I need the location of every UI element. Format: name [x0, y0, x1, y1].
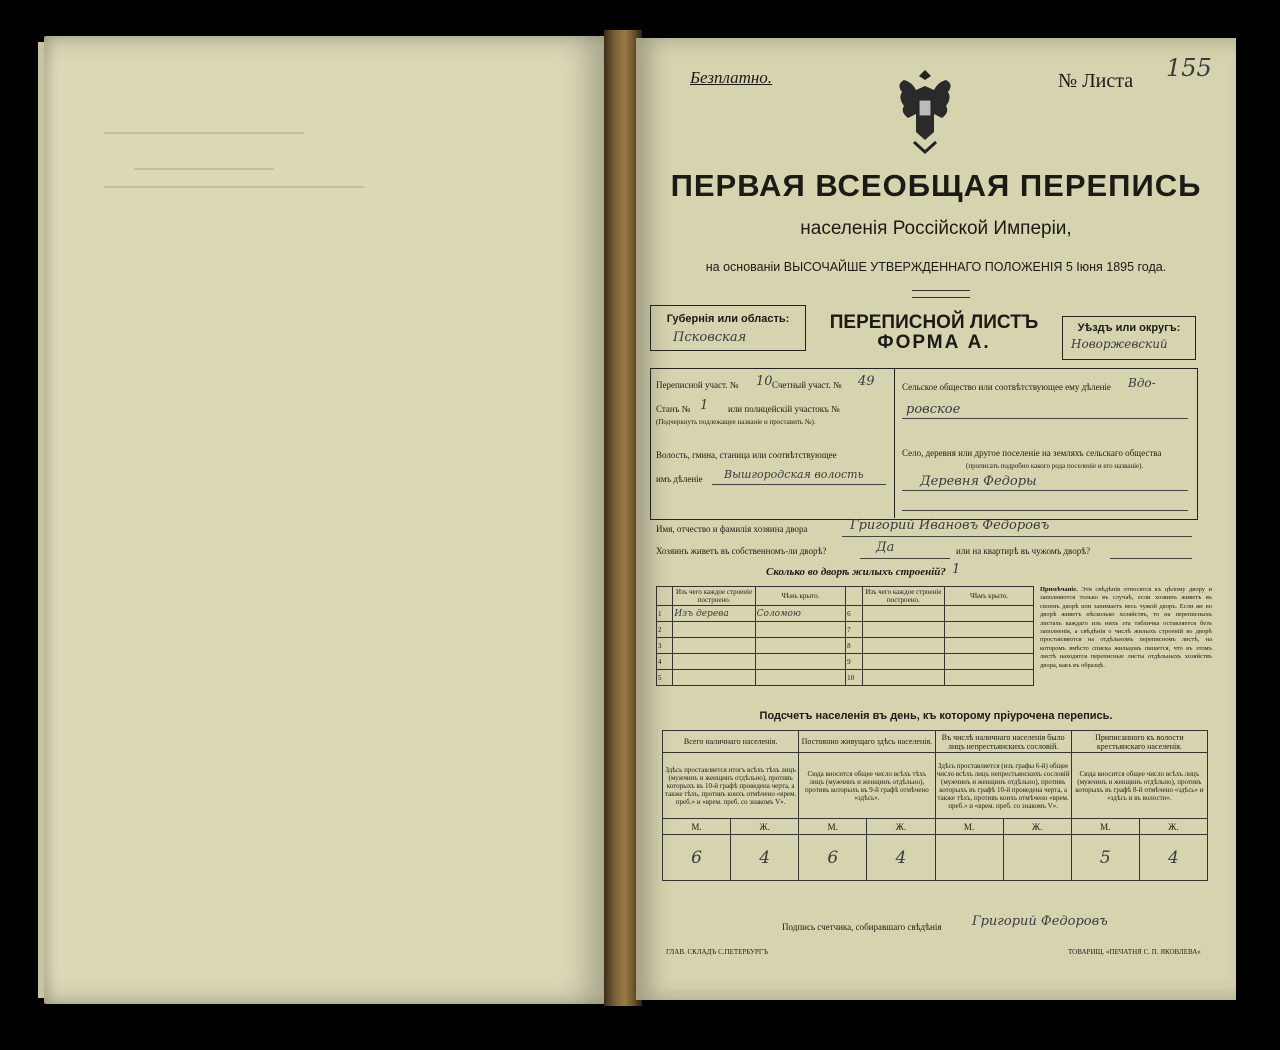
male-header: М. [935, 819, 1003, 835]
form-legal-basis: на основаніи ВЫСОЧАЙШЕ УТВЕРЖДЕННАГО ПОЛОЖЕНІЯ 5 Іюня 1895 года. [705, 260, 1167, 274]
col1-instructions: Здѣсь проставляется итогъ всѣхъ тѣхъ лицъ (мужчинъ и женщинъ отдѣльно), противъ которыхъ въ 10-й графѣ проведена черта, а также тѣхъ, противъ коихъ отмѣчено «врем. преб.» и «врем. преб. со знакомъ V». [663, 753, 799, 819]
col2-instructions: Сюда вносится общее число всѣхъ тѣхъ лицъ (мужчинъ и женщинъ отдѣльно), противъ которыхъ въ 9-й графѣ отмѣчено «здѣсь». [799, 753, 935, 819]
gubernia-box [650, 305, 806, 351]
female-header: Ж. [867, 819, 935, 835]
stan-label: Станъ № [656, 404, 691, 414]
female-header: Ж. [1003, 819, 1071, 835]
footer-right: ТОВАРИЩ. «ПЕЧАТНЯ С. П. ЯКОВЛЕВА» [1068, 948, 1201, 956]
division-label: имъ дѣленіе [656, 474, 703, 484]
bleed-through-line [104, 186, 364, 188]
society-underline [902, 418, 1188, 419]
note-text: Эти свѣдѣнія относятся къ цѣлому двору и заполняются только въ случаѣ, если хозяинъ живетъ въ своемъ дворѣ или занимаетъ весь чужой дворъ. Если же во дворѣ живетъ нѣсколько хозяйствъ, то на переписныхъ листахъ каждаго изъ нихъ эта табличка оставляется безъ заполненія, а свѣдѣнія о числѣ жилыхъ строеній во дворѣ проставляются на отдѣльномъ переписномъ листѣ, на которомъ вмѣсто списка жильцовъ пишется, что въ этомъ листѣ находятся переписные листы отдѣльныхъ хозяйствъ двора, какъ въ образцѣ. [1040, 586, 1212, 669]
roof-cell [755, 670, 845, 686]
division-value: Вышгородская волость [724, 468, 864, 481]
buildings-value: 1 [952, 562, 961, 577]
row-number: 10 [846, 670, 863, 686]
stan-value: 1 [700, 398, 709, 413]
col2-header: Постоянно живущаго здѣсь населенія. [799, 731, 935, 753]
division-underline [712, 484, 886, 485]
sheet-number-value: 155 [1166, 54, 1212, 82]
uezd-box [1062, 316, 1196, 360]
col1-header: Всего наличнаго населенія. [663, 731, 799, 753]
female-header: Ж. [1139, 819, 1207, 835]
row-number: 6 [846, 606, 863, 622]
material-cell [673, 622, 755, 638]
own-yard-value: Да [876, 540, 895, 555]
census-district-value: 10 [756, 374, 773, 389]
buildings-table [656, 586, 1034, 686]
count-cell [1003, 835, 1071, 881]
count-cell: 5 [1071, 835, 1139, 881]
form-subtitle: населенія Россійской Имперіи, [800, 218, 1072, 239]
col3-header: Въ числѣ наличнаго населенія было лицъ непрестьянскихъ сословій. [935, 731, 1071, 753]
ornament-divider [912, 290, 970, 298]
material-cell [862, 654, 944, 670]
gubernia-value: Псковская [673, 330, 747, 345]
society-value-2: ровское [906, 402, 961, 417]
row-number: 9 [846, 654, 863, 670]
count-title: Подсчетъ населенія въ день, къ которому пріурочена перепись. [759, 710, 1113, 722]
village-value: Деревня Федоры [920, 474, 1037, 489]
gubernia-label: Губернія или область: [666, 313, 790, 325]
row-number: 2 [657, 622, 673, 638]
roof-cell [755, 654, 845, 670]
male-header: М. [799, 819, 867, 835]
material-cell [673, 638, 755, 654]
row-number: 3 [657, 638, 673, 654]
roof-cell [944, 670, 1033, 686]
society-label: Сельское общество или соотвѣтствующее ему дѣленіе [902, 382, 1111, 392]
female-header: Ж. [731, 819, 799, 835]
col-material-header-2: Изъ чего каждое строеніе построено. [862, 587, 944, 606]
roof-cell [944, 654, 1033, 670]
material-cell [862, 606, 944, 622]
uezd-label: Уѣздъ или округъ: [1077, 322, 1181, 334]
col-roof-header-2: Чѣмъ крыто. [944, 587, 1033, 606]
village-label: Село, деревня или другое поселеніе на земляхъ сельскаго общества [902, 448, 1162, 458]
row-number: 4 [657, 654, 673, 670]
material-cell [673, 670, 755, 686]
village-underline-2 [902, 510, 1188, 511]
count-cell: 6 [663, 835, 731, 881]
fields-divider [894, 368, 895, 518]
sheet-title: ПЕРЕПИСНОЙ ЛИСТЪ [829, 312, 1039, 333]
free-label: Безплатно. [690, 68, 773, 87]
buildings-label: Сколько во дворѣ жилыхъ строеній? [766, 566, 946, 578]
col-roof-header: Чѣмъ крыто. [755, 587, 845, 606]
roof-cell: Соломою [755, 606, 845, 622]
material-cell [673, 654, 755, 670]
village-note: (прописать подробно какого рода поселеніе и его названіе). [966, 462, 1144, 470]
own-yard-label: Хозяинъ живетъ въ собственномъ-ли дворѣ? [656, 546, 827, 556]
buildings-note [1040, 586, 1212, 670]
note-title: Примѣчаніе. [1040, 586, 1078, 593]
census-form-page [636, 38, 1236, 1000]
form-main-title: ПЕРВАЯ ВСЕОБЩАЯ ПЕРЕПИСЬ [670, 168, 1202, 203]
own-yard-underline [860, 558, 950, 559]
count-cell: 4 [867, 835, 935, 881]
count-cell: 4 [1139, 835, 1207, 881]
roof-cell [944, 606, 1033, 622]
uezd-value: Новоржевский [1071, 337, 1168, 351]
table-row [657, 638, 1034, 654]
page-edge [38, 42, 44, 998]
rent-underline [1110, 558, 1192, 559]
police-district-label: или полицейскій участокъ № [728, 404, 840, 414]
row-number: 5 [657, 670, 673, 686]
rent-label: или на квартирѣ въ чужомъ дворѣ? [956, 546, 1091, 556]
society-value-1: Вдо- [1128, 376, 1156, 390]
male-header: М. [663, 819, 731, 835]
col3-instructions: Здѣсь проставляется (изъ графы 6-й) общее число всѣхъ лицъ непрестьянскихъ сословій (мужчинъ и женщинъ отдѣльно), противъ которыхъ въ графѣ 10-й проведена черта, а также тѣхъ, противъ коихъ отмѣчено «врем. преб.» и «врем. преб. со знакомъ V». [935, 753, 1071, 819]
count-cell: 4 [731, 835, 799, 881]
count-cell [935, 835, 1003, 881]
sheet-number-label: № Листа [1058, 70, 1134, 92]
roof-cell [755, 638, 845, 654]
form-name: ФОРМА А. [877, 332, 991, 353]
table-row [657, 670, 1034, 686]
row-number: 7 [846, 622, 863, 638]
material-cell: Изъ дерева [673, 606, 755, 622]
col-material-header: Изъ чего каждое строеніе построено. [673, 587, 755, 606]
table-row [657, 654, 1034, 670]
male-header: М. [1071, 819, 1139, 835]
material-cell [862, 622, 944, 638]
col4-header: Приписанного къ волости крестьянскаго населенія. [1071, 731, 1207, 753]
count-district-value: 49 [858, 374, 875, 389]
roof-cell [944, 638, 1033, 654]
signature-value: Григорий Федоровъ [972, 914, 1108, 929]
owner-underline [842, 536, 1192, 537]
imperial-eagle-emblem [894, 66, 956, 158]
village-underline [902, 490, 1188, 491]
bleed-through-line [134, 168, 274, 170]
col4-instructions: Сюда вносится общее число всѣхъ лицъ (мужчинъ и женщинъ отдѣльно), противъ которыхъ въ графѣ 8-й отмѣчено «здѣсь» и «здѣсь и въ волости». [1071, 753, 1207, 819]
stan-note: (Подчеркнуть подлежащее названіе и проставить №). [656, 418, 816, 426]
census-district-label: Переписной участ. № [656, 380, 739, 390]
row-number: 1 [657, 606, 673, 622]
table-row [657, 622, 1034, 638]
count-cell: 6 [799, 835, 867, 881]
table-row [657, 606, 1034, 622]
bleed-through-line [104, 132, 304, 134]
footer-left: ГЛАВ. СКЛАДЪ С.ПЕТЕРБУРГЪ [666, 948, 768, 956]
material-cell [862, 670, 944, 686]
owner-label: Имя, отчество и фамилія хозяина двора [656, 524, 808, 534]
left-blank-page [44, 36, 606, 1004]
row-number: 8 [846, 638, 863, 654]
population-count-table [662, 730, 1208, 881]
material-cell [862, 638, 944, 654]
volost-label: Волость, гмина, станица или соотвѣтствующее [656, 450, 837, 460]
roof-cell [755, 622, 845, 638]
signature-label: Подпись счетчика, собиравшаго свѣдѣнія [782, 922, 942, 932]
roof-cell [944, 622, 1033, 638]
count-district-label: Счетный участ. № [772, 380, 842, 390]
owner-value: Григорий Ивановъ Федоровъ [850, 518, 1050, 533]
